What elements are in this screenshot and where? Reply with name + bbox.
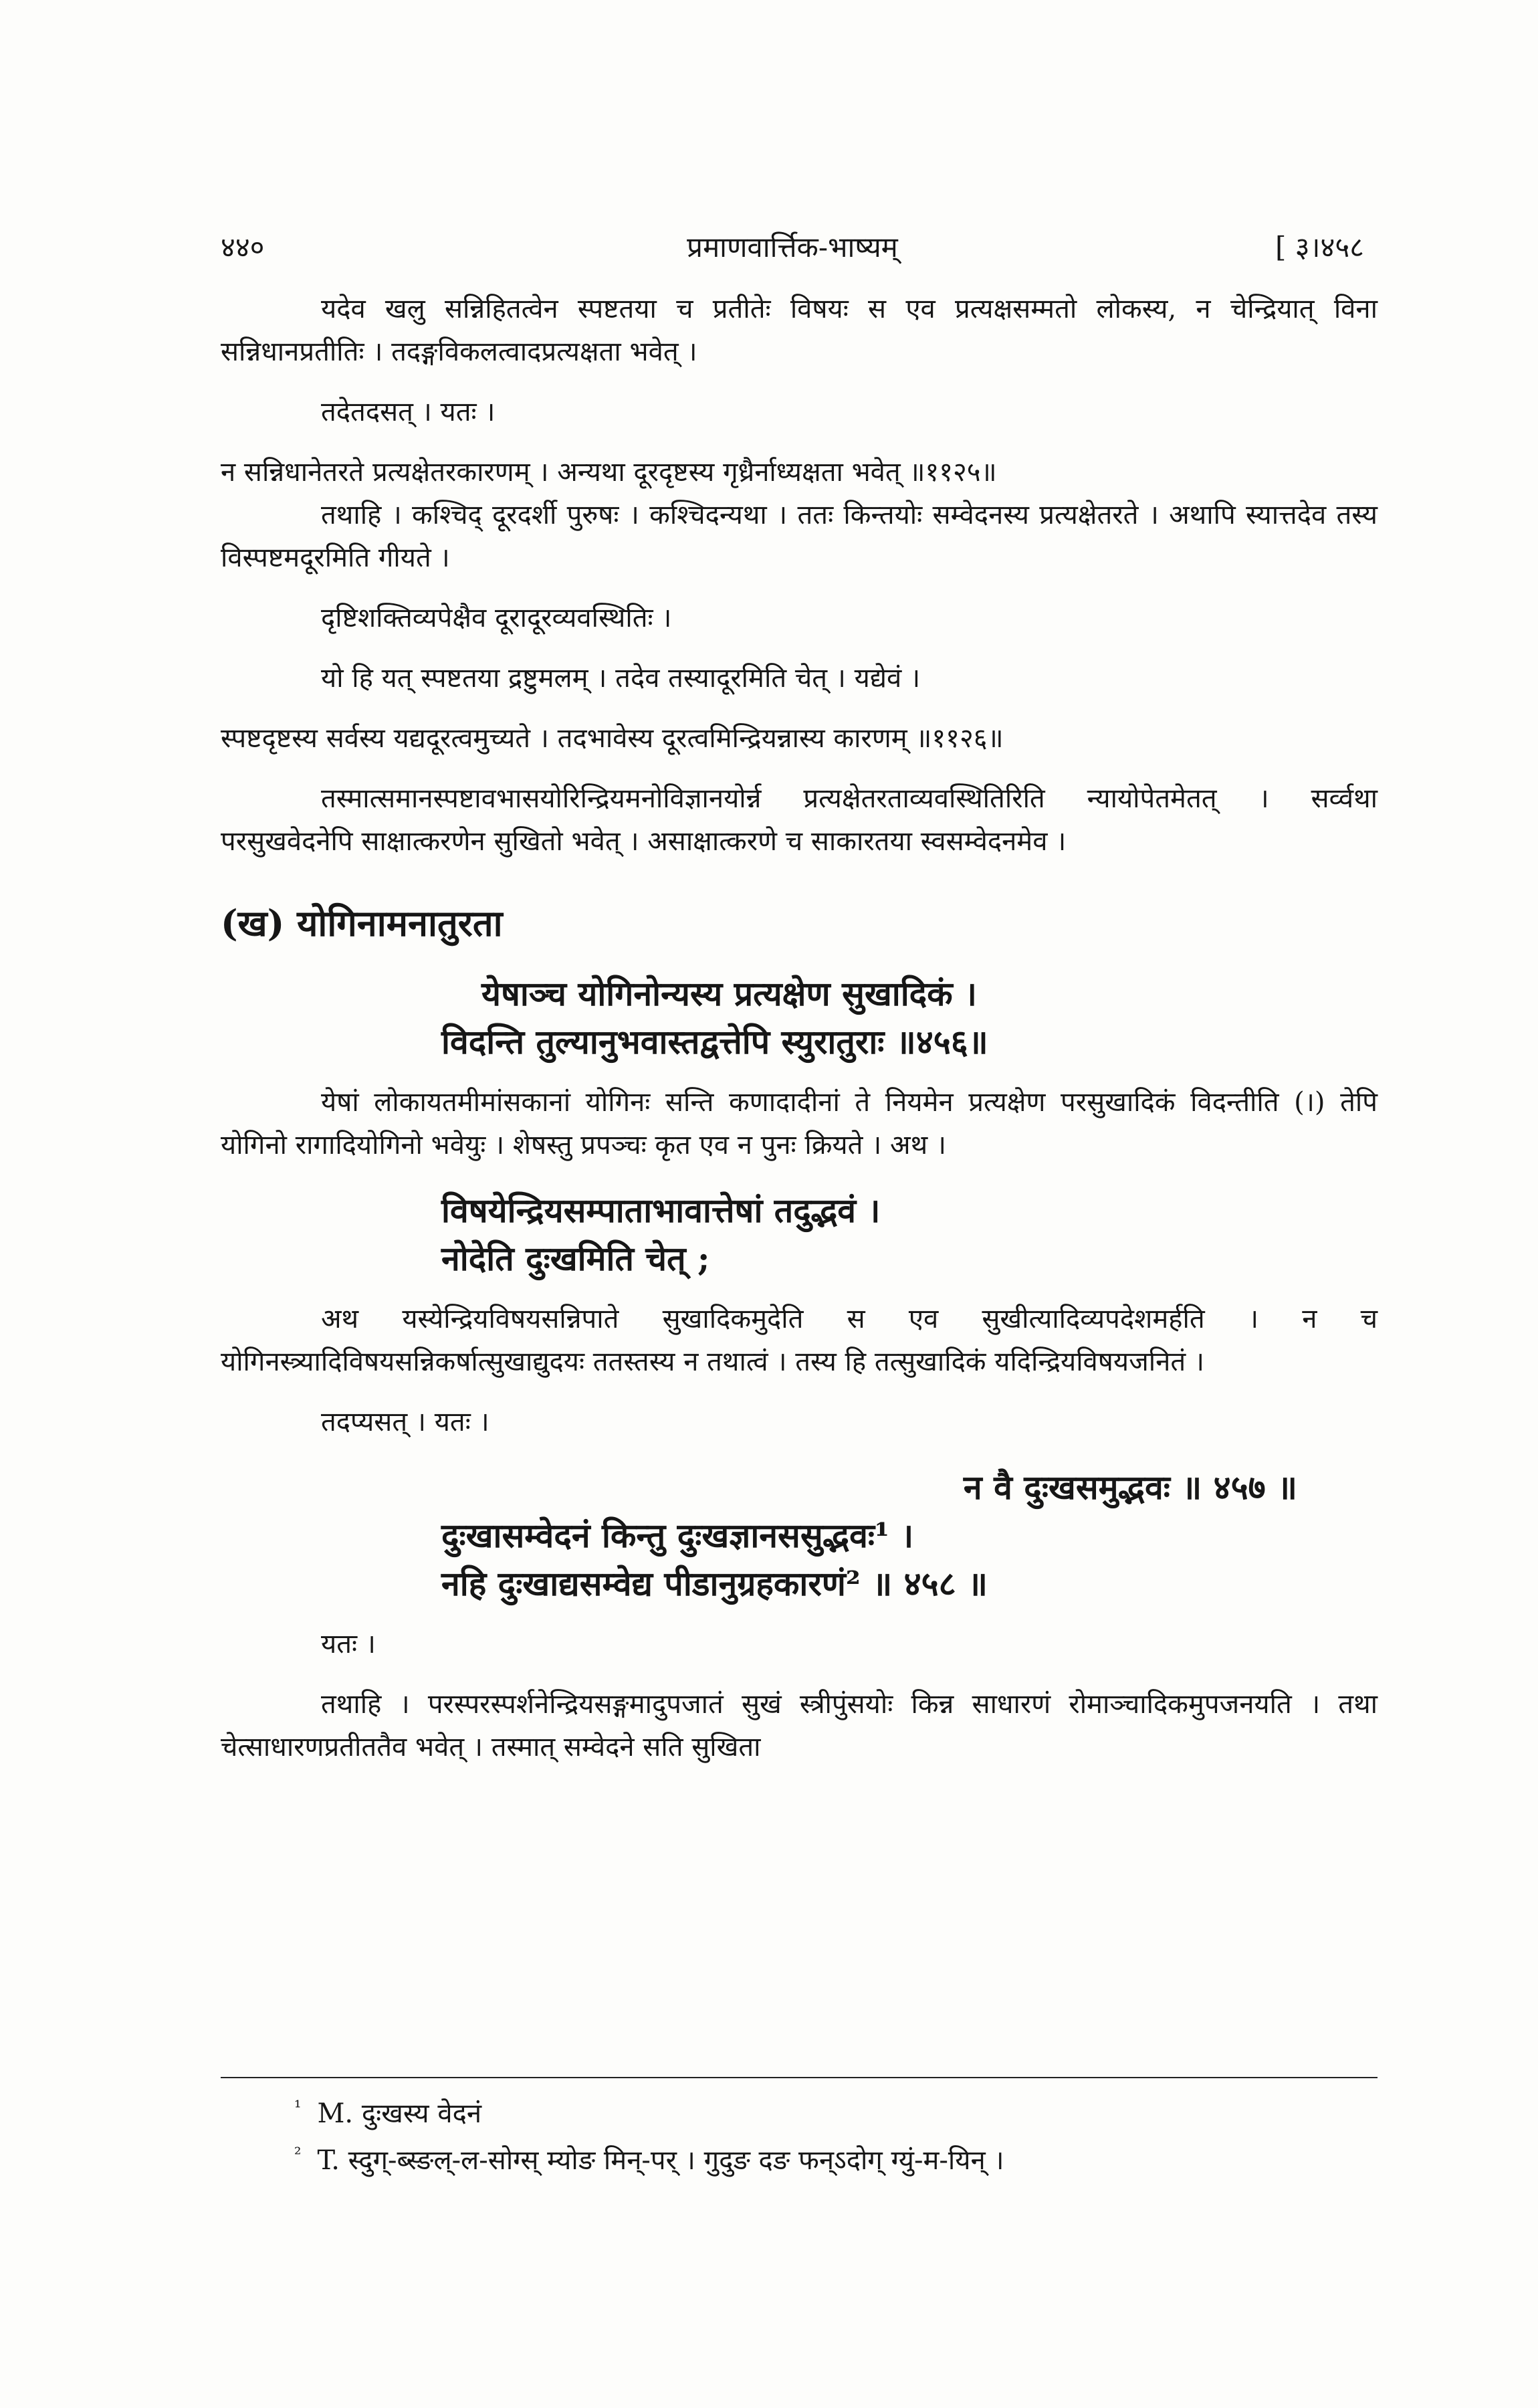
footnote-mark: ¹ [294,2097,302,2118]
commentary-paragraph: तथाहि । परस्परस्पर्शनेन्द्रियसङ्गमादुपजातं सुखं स्त्रीपुंसयोः किन्न साधारणं रोमाञ्चादिकमुपजनयति । तथा चेत्साधारणप्रतीततैव भवेत् । तस्मात् सम्वेदने सति सुखिता [221,1689,1378,1763]
reply-intro: तदप्यसत् । यतः । [321,1407,489,1437]
footnote-mark: ² [294,2144,302,2165]
verse-line: नहि दुःखाद्यसम्वेद्य पीडानुग्रहकारणं² ॥ ४५८ ॥ [441,1564,988,1603]
footnote-text: M. दुःखस्य वेदनं [317,2098,482,2129]
footnote [294,2094,1378,2130]
karika-456 [221,970,1378,1066]
verse-line: नोदेति दुःखमिति चेत् ; [441,1239,710,1278]
running-header [221,227,1364,268]
page-number: ४४० [221,231,265,264]
commentary-paragraph: तस्मात्समानस्पष्टावभासयोरिन्द्रियमनोविज्ञानयोर्न्न प्रत्यक्षेतरताव्यवस्थितिरिति न्यायोपेतमेतत् । सर्व्वथा परसुखवेदनेपि साक्षात्करणेन सुखितो भवेत् । असाक्षात्करणे च साकारतया स्वसम्वेदनमेव । [221,783,1378,857]
footnote-divider [221,2077,1378,2078]
quoted-verse-line: दृष्टिशक्तिव्यपेक्षैव दूरादूरव्यवस्थितिः । [321,603,672,633]
footnote [294,2140,1378,2177]
main-text [221,288,1378,1769]
quoted-verse: स्पष्टदृष्टस्य सर्वस्य यद्यदूरत्वमुच्यते । तदभावेस्य दूरत्वमिन्द्रियन्नास्य कारणम् ॥११२६॥ [221,723,1004,754]
verse-line: येषाञ्च योगिनोन्यस्य प्रत्यक्षेण सुखादिकं । [481,974,977,1013]
commentary-paragraph: यदेव खलु सन्निहितत्वेन स्पष्टतया च प्रतीतेः विषयः स एव प्रत्यक्षसम्मतो लोकस्य, न चेन्द्रियात् विना सन्निधानप्रतीतिः । तदङ्गविकलत्वादप्रत्यक्षता भवेत् । [221,294,1378,367]
verse-line: न वै दुःखसमुद्भवः ॥ ४५७ ॥ [963,1468,1297,1507]
commentary-paragraph: अथ यस्येन्द्रियविषयसन्निपाते सुखादिकमुदेति स एव सुखीत्यादिव्यपदेशमर्हति । न च योगिनस्त्र्यादिविषयसन्निकर्षात्सुखाद्युदयः ततस्तस्य न तथात्वं । तस्य हि तत्सुखादिकं यदिन्द्रियविषयजनितं । [221,1304,1378,1377]
verse-line: विदन्ति तुल्यानुभवास्तद्वत्तेपि स्युरातुराः ॥४५६॥ [441,1022,988,1062]
objection-line: तदेतदसत् । यतः । [321,397,496,427]
section-heading: (ख) योगिनामनातुरता [221,902,503,944]
footnote-text: T. स्दुग्-ब्स्ङल्-ल-सोग्स् म्योङ मिन्-पर् । गुदुङ दङ फन्ऽदोग् ग्युं-म-यिन् । [317,2145,1004,2176]
commentary-paragraph: यो हि यत् स्पष्टतया द्रष्टुमलम् । तदेव तस्यादूरमिति चेत् । यद्येवं । [321,663,921,694]
commentary-paragraph: तथाहि । कश्चिद् दूरदर्शी पुरुषः । कश्चिदन्यथा । ततः किन्तयोः सम्वेदनस्य प्रत्यक्षेतरते । अथापि स्यात्तदेव तस्य विस्पष्टमदूरमिति गीयते । [221,500,1378,573]
objection-verse [221,1187,1378,1283]
verse-line: दुःखासम्वेदनं किन्तु दुःखज्ञानससुद्भवः¹ । [441,1516,914,1555]
quoted-verse: न सन्निधानेतरते प्रत्यक्षेतरकारणम् । अन्यथा दूरदृष्टस्य गृध्रैर्नाध्यक्षता भवेत् ॥११२५॥ [221,457,997,488]
verse-line: विषयेन्द्रियसम्पाताभावात्तेषां तदुद्भवं । [441,1191,881,1230]
yatah-line: यतः । [321,1629,376,1660]
commentary-paragraph: येषां लोकायतमीमांसकानां योगिनः सन्ति कणादादीनां ते नियमेन प्रत्यक्षेण परसुखादिकं विदन्तीति (।) तेपि योगिनो रागादियोगिनो भवेयुः । शेषस्तु प्रपञ्चः कृत एव न पुनः क्रियते । अथ । [221,1087,1378,1161]
verse-reference: [ ३।४५८ [1275,231,1364,264]
running-title: प्रमाणवार्त्तिक-भाष्यम् [687,231,898,264]
karika-457-458 [221,1464,1378,1608]
